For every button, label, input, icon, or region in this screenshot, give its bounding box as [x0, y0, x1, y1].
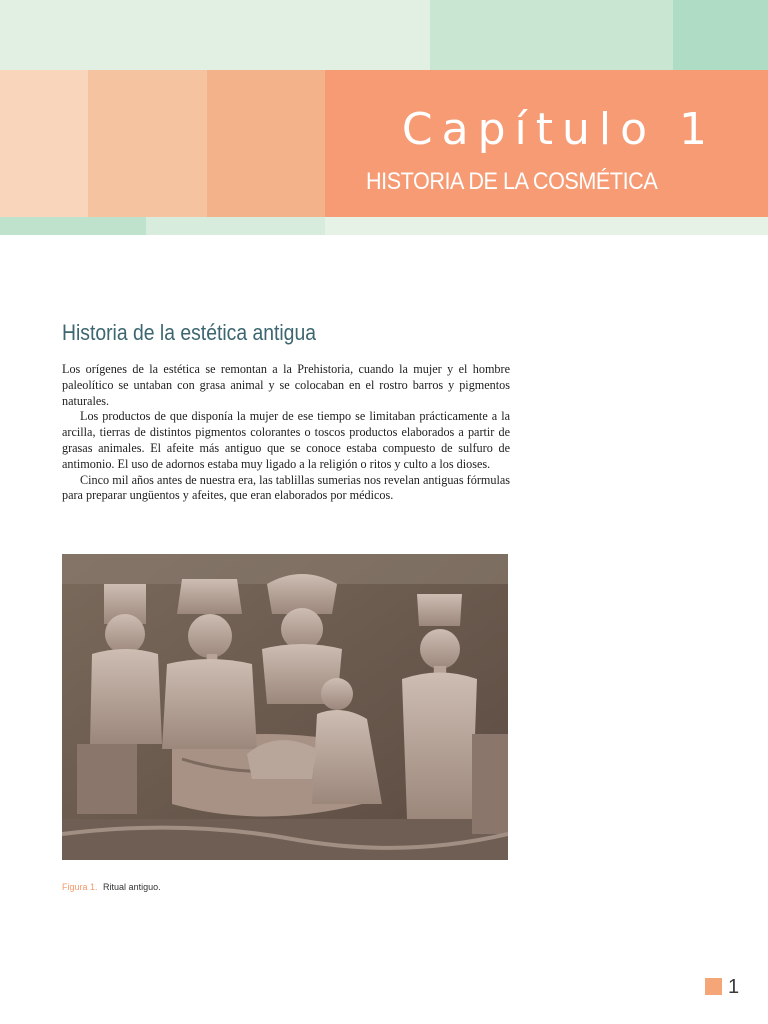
header-band-peach-3 — [207, 70, 325, 217]
figure-caption-text: Ritual antiguo. — [103, 882, 161, 892]
paragraph-2: Los productos de que disponía la mujer de ese tiempo se limitaban prácticamente a la arcilla, tierras de distintos pigmentos colorantes o toscos productos elaborados a partir de grasas animales. El afeite más antiguo que se conoce estaba compuesto de sulfuro de antimonio. El uso de adornos estaba muy ligado a la religión o ritos y culto a los dioses. — [62, 409, 510, 471]
header-band-peach-1 — [0, 70, 88, 217]
header-stripe-1 — [0, 217, 146, 235]
paragraph-3: Cinco mil años antes de nuestra era, las tablillas sumerias nos revelan antiguas fórmulas para preparar ungüentos y afeites, que eran elaborados por médicos. — [62, 472, 510, 503]
body-text — [62, 362, 510, 504]
header-stripe-3 — [325, 217, 768, 235]
header-band-peach-2 — [88, 70, 207, 217]
header-band-top-left — [0, 0, 430, 70]
chapter-title: Capítulo 1 — [401, 104, 716, 155]
figure-caption — [62, 882, 161, 892]
page-number: 1 — [728, 976, 740, 998]
stone-relief-illustration — [62, 554, 508, 860]
page-number-marker — [705, 978, 722, 995]
header-band-top-middle — [430, 0, 673, 70]
header-band-top-right — [673, 0, 768, 70]
chapter-subtitle: HISTORIA DE LA COSMÉTICA — [366, 168, 658, 195]
figure-image — [62, 554, 508, 860]
section-title: Historia de la estética antigua — [62, 320, 316, 345]
header-stripe-2 — [146, 217, 325, 235]
paragraph-1: Los orígenes de la estética se remontan a la Prehistoria, cuando la mujer y el hombre paleolítico se untaban con grasa animal y se colocaban en el rostro barros y pigmentos naturales. — [62, 362, 510, 408]
figure-label: Figura 1. — [62, 882, 98, 892]
